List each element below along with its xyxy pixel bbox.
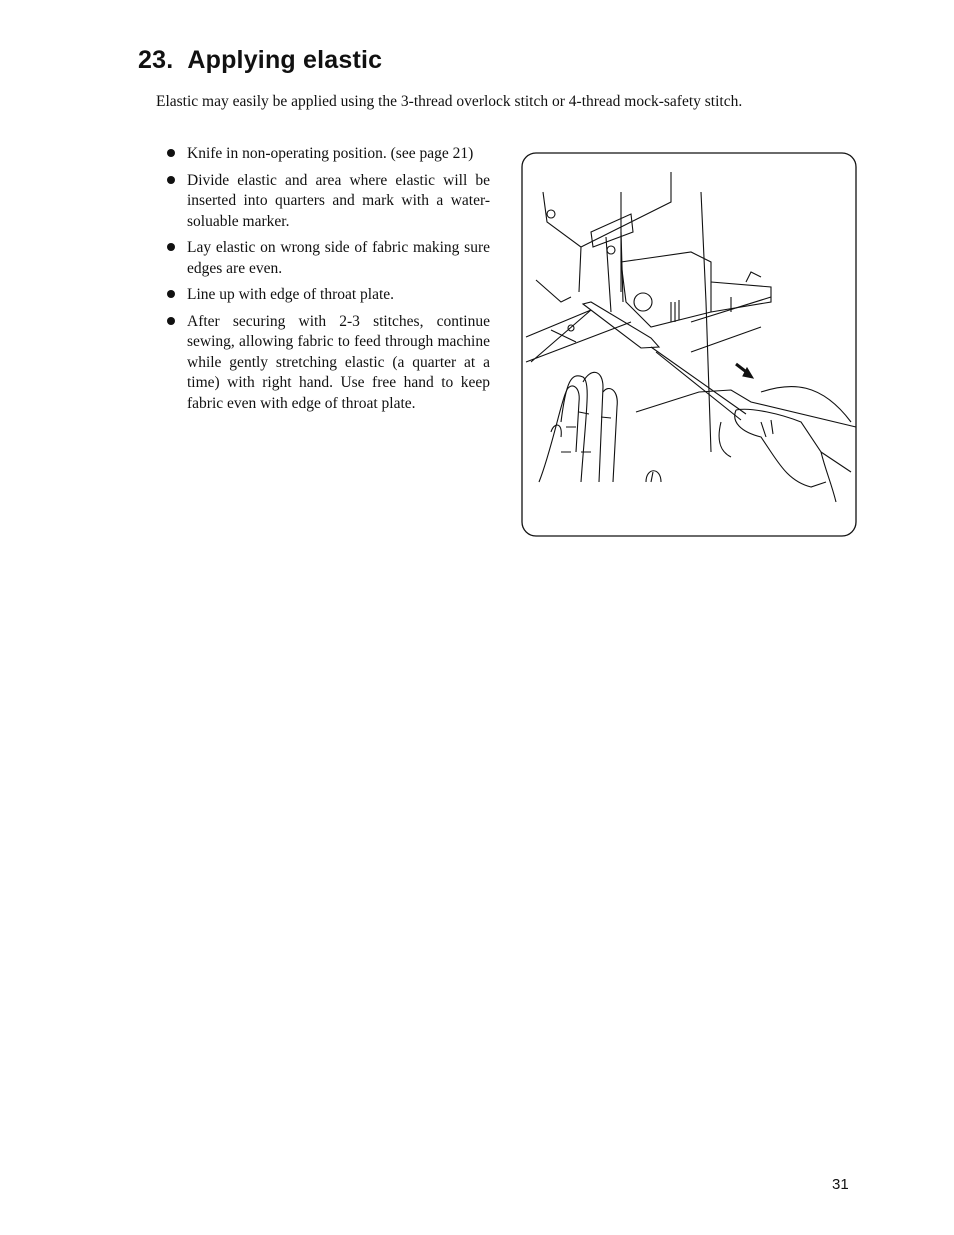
page-number: 31 bbox=[832, 1176, 849, 1193]
list-item bbox=[164, 144, 490, 165]
list-item bbox=[164, 285, 490, 306]
bullet-icon bbox=[167, 290, 175, 298]
bullet-icon bbox=[167, 176, 175, 184]
list-item-text: Lay elastic on wrong side of fabric making sure edges are even. bbox=[187, 239, 490, 277]
bullet-icon bbox=[167, 317, 175, 325]
section-heading bbox=[138, 46, 382, 75]
list-item-text: Line up with edge of throat plate. bbox=[187, 286, 395, 303]
section-title: Applying elastic bbox=[187, 46, 383, 74]
bullet-icon bbox=[167, 149, 175, 157]
list-item bbox=[164, 312, 490, 415]
list-item bbox=[164, 238, 490, 279]
list-item bbox=[164, 171, 490, 233]
bullet-icon bbox=[167, 243, 175, 251]
list-item-text: Divide elastic and area where elastic will be inserted into quarters and mark with a water-soluable marker. bbox=[187, 171, 490, 230]
intro-paragraph: Elastic may easily be applied using the 3-thread overlock stitch or 4-thread mock-safety stitch. bbox=[156, 93, 743, 110]
list-item-text: After securing with 2-3 stitches, continue sewing, allowing fabric to feed through machine while gently stretching elastic (a quarter at a time) with right hand. Use free hand to keep fabric even with edge of throat plate. bbox=[187, 312, 490, 412]
list-item-text: Knife in non-operating position. (see page 21) bbox=[187, 145, 474, 162]
instruction-list bbox=[164, 144, 490, 420]
sewing-illustration bbox=[521, 152, 857, 537]
section-number: 23. bbox=[138, 46, 174, 74]
